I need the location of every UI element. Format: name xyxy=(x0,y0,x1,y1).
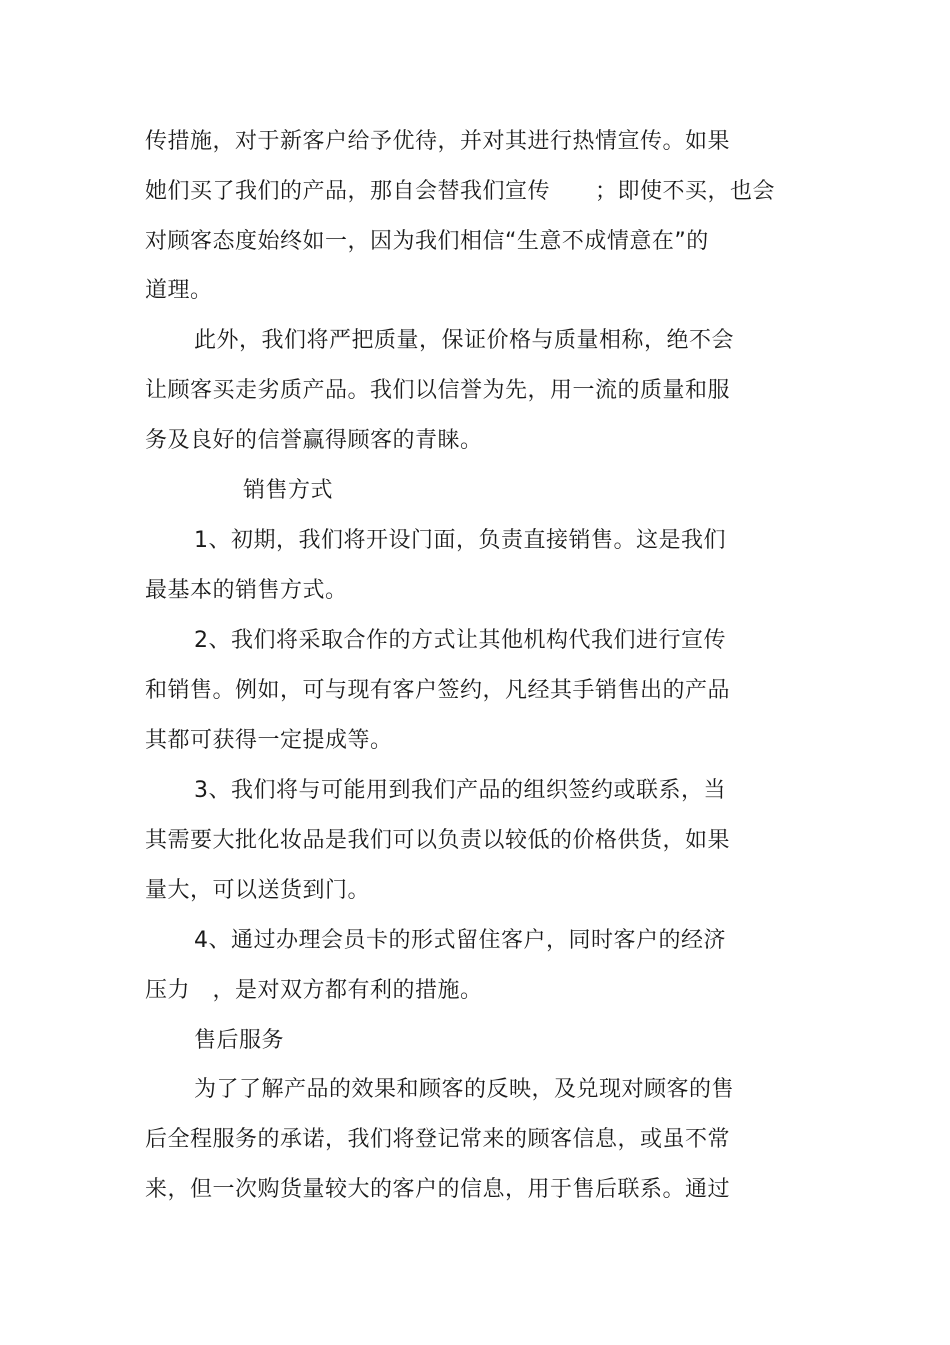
paragraph-line: 后全程服务的承诺，我们将登记常来的顾客信息，或虽不常 xyxy=(145,1127,731,1152)
paragraph-line: 和销售。例如，可与现有客户签约，凡经其手销售出的产品 xyxy=(145,678,731,703)
paragraph-line: 4、通过办理会员卡的形式留住客户，同时客户的经济 xyxy=(194,928,726,953)
paragraph-line: 2、我们将采取合作的方式让其他机构代我们进行宣传 xyxy=(194,628,726,653)
paragraph-line: 道理。 xyxy=(145,278,213,303)
paragraph-line: 她们买了我们的产品，那自会替我们宣传 ；即使不买，也会 xyxy=(145,179,776,204)
paragraph-line: 3、我们将与可能用到我们产品的组织签约或联系，当 xyxy=(194,778,726,803)
paragraph-line: 量大，可以送货到门。 xyxy=(145,878,371,903)
paragraph-line: 为了了解产品的效果和顾客的反映，及兑现对顾客的售 xyxy=(194,1077,735,1102)
section-heading: 销售方式 xyxy=(243,478,334,503)
paragraph-line: 让顾客买走劣质产品。我们以信誉为先，用一流的质量和服 xyxy=(145,378,731,403)
paragraph-line: 来，但一次购货量较大的客户的信息，用于售后联系。通过 xyxy=(145,1177,731,1202)
paragraph-line: 此外，我们将严把质量，保证价格与质量相称，绝不会 xyxy=(194,328,735,353)
section-heading: 售后服务 xyxy=(194,1028,285,1053)
paragraph-line: 务及良好的信誉赢得顾客的青睐。 xyxy=(145,428,483,453)
paragraph-line: 压力 ，是对双方都有利的措施。 xyxy=(145,978,483,1003)
paragraph-line: 最基本的销售方式。 xyxy=(145,578,348,603)
paragraph-line: 传措施，对于新客户给予优待，并对其进行热情宣传。如果 xyxy=(145,129,731,154)
paragraph-line: 其都可获得一定提成等。 xyxy=(145,728,393,753)
paragraph-line: 1、初期，我们将开设门面，负责直接销售。这是我们 xyxy=(194,528,726,553)
paragraph-line: 其需要大批化妆品是我们可以负责以较低的价格供货，如果 xyxy=(145,828,731,853)
paragraph-line: 对顾客态度始终如一，因为我们相信“生意不成情意在”的 xyxy=(145,229,709,254)
